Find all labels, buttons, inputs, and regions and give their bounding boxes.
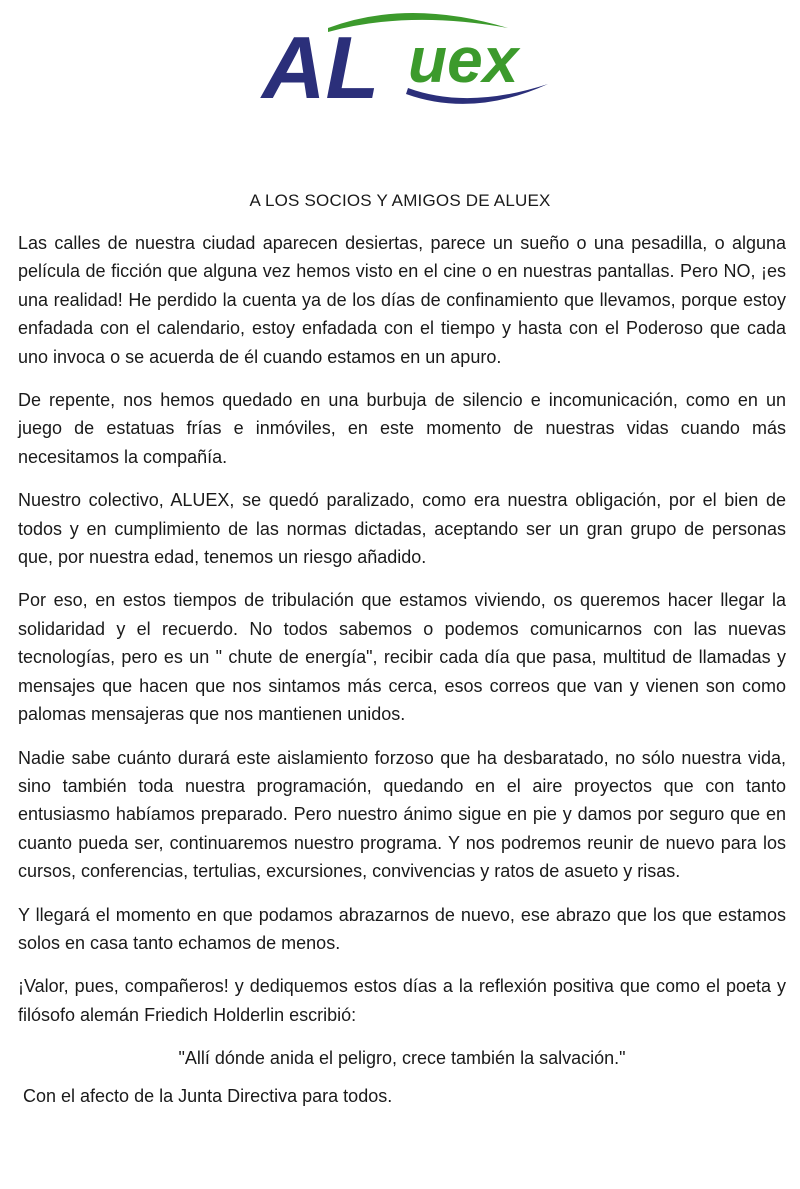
- paragraph-3: Nuestro colectivo, ALUEX, se quedó paralizado, como era nuestra obligación, por el bien de todos y en cumplimiento de las normas dictadas, aceptando ser un gran grupo de personas que, por nuestra edad, tenemos un riesgo añadido.: [18, 490, 786, 568]
- logo-text-al: AL: [262, 18, 380, 117]
- paragraph-7: ¡Valor, pues, compañeros! y dediquemos estos días a la reflexión positiva que como el poeta y filósofo alemán Friedich Holderlin escribió:: [18, 976, 786, 1025]
- logo-text-uex: uex: [408, 24, 519, 96]
- paragraph-6: Y llegará el momento en que podamos abrazarnos de nuevo, ese abrazo que los que estamos solos en casa tanto echamos de menos.: [18, 904, 786, 953]
- closing-line: Con el afecto de la Junta Directiva para todos.: [23, 1086, 393, 1107]
- paragraph-4: Por eso, en estos tiempos de tribulación que estamos viviendo, os queremos hacer llegar la solidaridad y el recuerdo. No todos sabemos o podemos comunicarnos con las nuevas tecnologías, pero es un " chute de energía", recibir cada día que pasa, multitud de llamadas y mensajes que hacen que nos sintamos más cerca, esos correos que van y vienen son como palomas mensajeras que nos mantienen unidos.: [18, 590, 786, 725]
- letter-title: A LOS SOCIOS Y AMIGOS DE ALUEX: [249, 191, 551, 210]
- aluex-logo-graphic: [258, 6, 558, 118]
- holderlin-quote: "Allí dónde anida el peligro, crece también la salvación.": [178, 1048, 626, 1069]
- paragraph-2: De repente, nos hemos quedado en una burbuja de silencio e incomunicación, como en un juego de estatuas frías e inmóviles, en este momento de nuestras vidas cuando más necesitamos la compañía.: [18, 390, 786, 467]
- paragraph-5: Nadie sabe cuánto durará este aislamiento forzoso que ha desbaratado, no sólo nuestra vida, sino también toda nuestra programación, quedando en el aire proyectos que con tanto entusiasmo habíamos preparado. Pero nuestro ánimo sigue en pie y damos por seguro que en cuanto pueda ser, continuaremos nuestro programa. Y nos podremos reunir de nuevo para los cursos, conferencias, tertulias, excursiones, convivencias y ratos de asueto y risas.: [18, 747, 786, 882]
- aluex-logo: [258, 6, 558, 118]
- paragraph-1: Las calles de nuestra ciudad aparecen desiertas, parece un sueño o una pesadilla, o alguna película de ficción que alguna vez hemos visto en el cine o en nuestras pantallas. Pero NO, ¡es una realidad! He perdido la cuenta ya de los días de confinamiento que llevamos, porque estoy enfadada con el calendario, estoy enfadada con el tiempo y hasta con el Poderoso que cada uno invoca o se acuerda de él cuando estamos en un apuro.: [18, 233, 786, 367]
- letter-body: [18, 229, 786, 1110]
